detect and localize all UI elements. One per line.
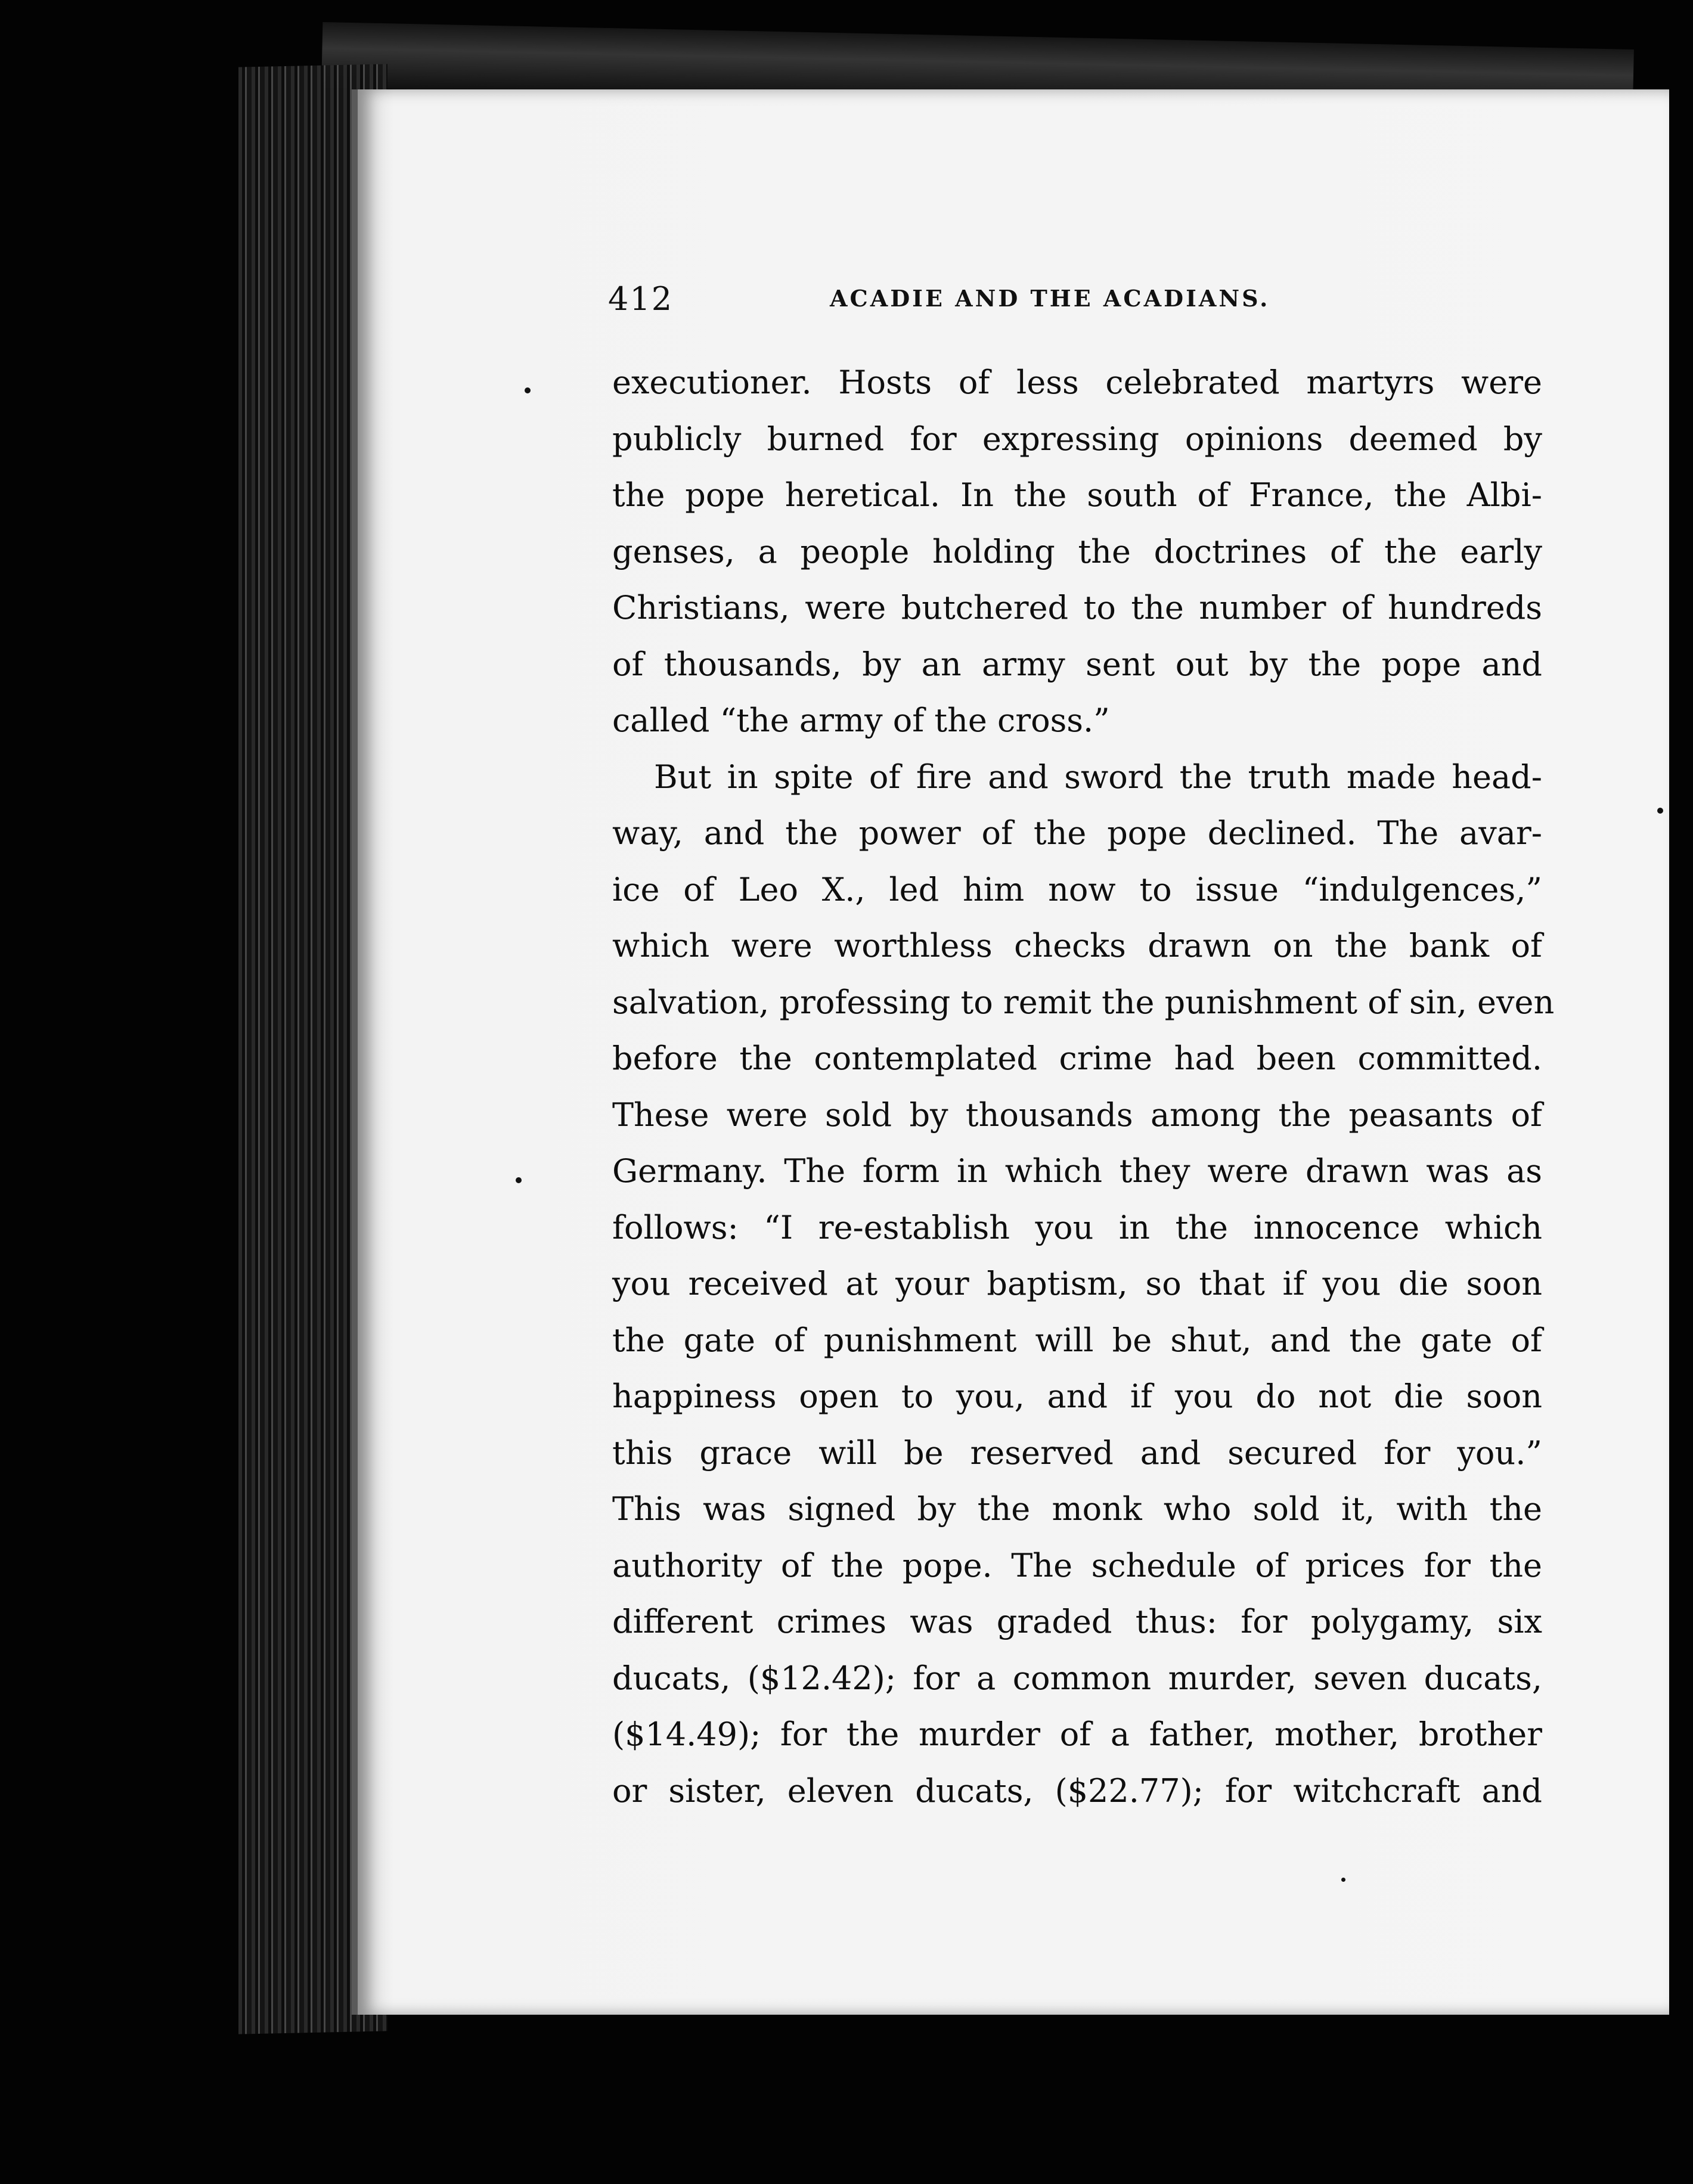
scan-speck [516,1177,522,1183]
text-line: But in spite of fire and sword the truth made head- [654,758,1542,796]
text-line: follows: “I re-establish you in the innocence which [612,1208,1542,1246]
running-title: ACADIE AND THE ACADIANS. [830,285,1270,312]
text-line: This was signed by the monk who sold it, with the [612,1490,1542,1528]
body-text [612,355,1555,1819]
text-line: ($14.49); for the murder of a father, mother, brother [612,1715,1542,1753]
text-line: These were sold by thousands among the peasants of [612,1096,1542,1134]
text-line: authority of the pope. The schedule of prices for the [612,1546,1542,1584]
text-line: salvation, professing to remit the punishment of sin, even [612,983,1555,1021]
text-line: ducats, ($12.42); for a common murder, seven ducats, [612,1659,1542,1697]
text-line: publicly burned for expressing opinions deemed by [612,420,1542,458]
text-line: way, and the power of the pope declined. The avar- [612,814,1542,852]
text-line: called “the army of the cross.” [612,702,1110,739]
scan-speck [1341,1878,1345,1882]
text-line: genses, a people holding the doctrines of the early [612,532,1542,570]
text-line: or sister, eleven ducats, ($22.77); for witchcraft and [612,1772,1542,1810]
text-line: of thousands, by an army sent out by the pope and [612,645,1542,683]
text-line: before the contemplated crime had been committed. [612,1040,1542,1077]
text-line: the gate of punishment will be shut, and the gate of [612,1321,1542,1359]
text-line: happiness open to you, and if you do not die soon [612,1378,1542,1415]
page-header [608,280,1538,328]
text-line: executioner. Hosts of less celebrated martyrs were [612,364,1542,401]
page-number: 412 [608,280,674,318]
text-line: different crimes was graded thus: for polygamy, six [612,1603,1542,1640]
text-line: which were worthless checks drawn on the bank of [612,927,1542,964]
text-line: this grace will be reserved and secured for you.” [612,1434,1542,1472]
text-line: Germany. The form in which they were drawn was as [612,1152,1542,1190]
text-line: Christians, were butchered to the number of hundreds [612,589,1542,626]
scan-speck [525,387,531,393]
text-line: ice of Leo X., led him now to issue “indulgences,” [612,870,1542,908]
scan-speck [1657,808,1663,814]
text-line: you received at your baptism, so that if you die soon [612,1265,1542,1302]
text-line: the pope heretical. In the south of France, the Albi- [612,476,1542,514]
